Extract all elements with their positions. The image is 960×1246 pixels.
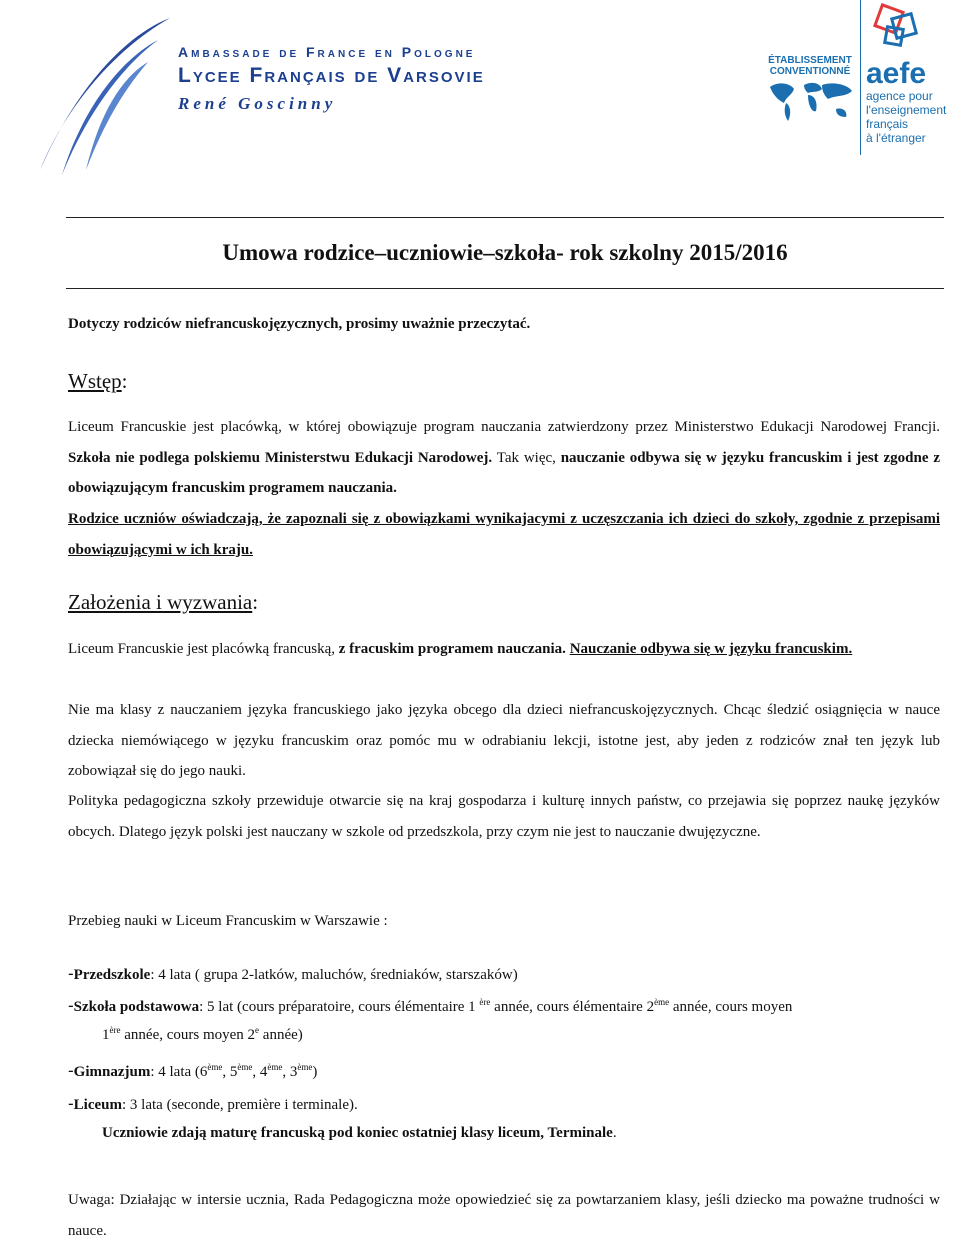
aefe-brand: aefe (866, 57, 927, 90)
gim-s1: ème (207, 1062, 223, 1072)
primary-t2: année, cours élémentaire 2 (490, 999, 655, 1015)
intro-p1-d: nauczanie odbywa się w języku francuskim i jest zgodne z obowiązującym francuskim programem nauczania. (68, 449, 940, 496)
assumptions-paragraph-1 (68, 634, 940, 665)
page-title: Umowa rodzice–uczniowie–szkoła- rok szkolny 2015/2016 (222, 240, 788, 265)
course-item-gimnazjum (68, 1061, 317, 1081)
intro-p1-b: Szkoła nie podlega polskiemu Ministerstwu Edukacji Narodowej. (68, 449, 493, 466)
gim-t1: : 4 lata (6 (150, 1064, 208, 1080)
primary-t6: année) (259, 1027, 303, 1043)
gim-label: Gimnazjum (73, 1064, 151, 1080)
primary-s3: ère (109, 1025, 121, 1035)
intro-heading-colon: : (121, 369, 128, 393)
intro-p1-a: Liceum Francuskie jest placówką, w której obowiązuje program nauczania zatwierdzony przez Ministerstwo Edukacji Narodowej Francji. (68, 419, 940, 435)
preschool-text: : 4 lata ( grupa 2-latków, maluchów, średniaków, starszaków) (150, 967, 518, 983)
gim-dash: - (68, 1061, 74, 1080)
aefe-tag-2: l'enseignement (866, 103, 947, 117)
gim-t2: , 5 (222, 1064, 238, 1080)
intro-paragraph-2: Rodzice uczniów oświadczają, że zapoznali się z obowiązkami wynikajacymi z uczęszczania ich dzieci do szkoły, zgodnie z przepisami obowiązującymi w ich kraju. (68, 511, 940, 558)
aefe-tag-4: à l'étranger (866, 131, 926, 145)
primary-t5: année, cours moyen 2 (120, 1027, 256, 1043)
primary-t1: : 5 lat (cours préparatoire, cours élémentaire 1 (199, 999, 480, 1015)
intro-heading (68, 369, 128, 394)
aefe-cube-icon (866, 2, 936, 52)
primary-t4: 1 (102, 1027, 110, 1043)
etablissement-line2: CONVENTIONNÉ (769, 66, 851, 77)
intro-paragraph-1 (68, 412, 940, 504)
liceum-text: : 3 lata (seconde, première i terminale). (122, 1097, 358, 1113)
school-name: Lycee Français de Varsovie (178, 64, 485, 87)
liceum-label: Liceum (73, 1097, 122, 1113)
assumptions-p1-d: Nauczanie odbywa się w języku francuskim. (569, 641, 853, 657)
gim-t5: ) (312, 1064, 318, 1080)
gim-s3: ème (267, 1062, 283, 1072)
etablissement-line1: ÉTABLISSEMENT (768, 55, 852, 66)
assumptions-paragraph-3: Polityka pedagogiczna szkoły przewiduje otwarcie się na kraj gospodarza i kulturę innych państw, co przejawia się poprzez naukę języków obcych. Dlatego język polski jest nauczany w szkole od przedszkola, przy czym nie jest to nauczanie dwujęzyczne. (68, 793, 940, 840)
matura-bold: Uczniowie zdają maturę francuską pod koniec ostatniej klasy liceum, Terminale (102, 1125, 613, 1141)
header-divider-vertical (860, 0, 861, 155)
aefe-logo (866, 2, 956, 152)
title-rule-top (66, 217, 944, 218)
gim-t4: , 3 (282, 1064, 298, 1080)
assumptions-heading-text: Założenia i wyzwania (68, 590, 253, 614)
title-rule-bottom (66, 288, 944, 289)
assumptions-heading (68, 590, 258, 615)
school-logo (20, 10, 180, 180)
school-swoosh-icon (20, 10, 180, 180)
matura-end: . (612, 1125, 617, 1141)
gim-t3: , 4 (252, 1064, 268, 1080)
world-map-icon (764, 77, 856, 125)
school-patron: René Goscinny (178, 94, 337, 113)
assumptions-p1-a: Liceum Francuskie jest placówką francuską, (68, 641, 339, 657)
matura-note (102, 1125, 617, 1142)
primary-s4: e (255, 1025, 260, 1035)
intro-p1-c: Tak więc, (492, 449, 561, 466)
course-item-primary (68, 996, 940, 1016)
gim-s4: ème (297, 1062, 313, 1072)
liceum-dash: - (68, 1094, 74, 1113)
primary-t3: année, cours moyen (669, 999, 793, 1015)
course-item-liceum (68, 1094, 358, 1114)
primary-dash: - (68, 996, 74, 1015)
intro-heading-text: Wstęp (68, 369, 122, 393)
assumptions-p1-b: z fracuskim programem nauczania. (338, 641, 566, 657)
parents-notice: Dotyczy rodziców niefrancuskojęzycznych, prosimy uważnie przeczytać. (68, 316, 531, 332)
etablissement-badge (764, 55, 856, 125)
course-item-primary-cont (102, 1027, 303, 1044)
primary-s2: ème (654, 997, 670, 1007)
primary-s1: ère (479, 997, 491, 1007)
primary-label: Szkoła podstawowa (73, 999, 200, 1015)
course-item-preschool (68, 964, 518, 984)
embassy-line: Ambassade de France en Pologne (178, 44, 476, 60)
gim-s2: ème (237, 1062, 253, 1072)
assumptions-heading-colon: : (252, 590, 259, 614)
preschool-label: Przedszkole (73, 967, 151, 983)
preschool-dash: - (68, 964, 74, 983)
course-intro: Przebieg nauki w Liceum Francuskim w Warszawie : (68, 913, 388, 929)
repeat-class-note: Uwaga: Działając w intersie ucznia, Rada Pedagogiczna może opowiedzieć się za powtarzaniem klasy, jeśli dziecko ma poważne trudności w nauce. (68, 1192, 940, 1239)
aefe-tag-1: agence pour (866, 89, 933, 103)
assumptions-paragraph-2: Nie ma klasy z nauczaniem języka francuskiego jako języka obcego dla dzieci niefrancuskojęzycznych. Chcąc śledzić osiągnięcia w nauce dziecka niemówiącego w języku francuskim oraz pomóc mu w odrabianiu lekcji, istotne jest, aby jeden z rodziców znał ten język lub zobowiązał się do jego nauki. (68, 702, 940, 779)
aefe-tag-3: français (866, 117, 909, 131)
